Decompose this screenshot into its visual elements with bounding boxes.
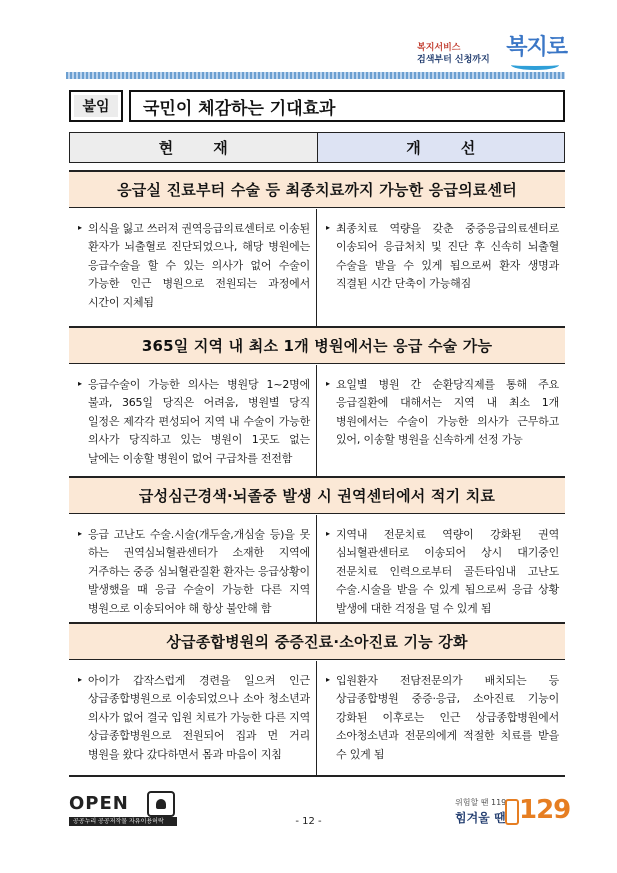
phone-icon — [505, 799, 519, 825]
logo-swoosh-icon — [511, 60, 559, 70]
attribution-person-icon — [147, 791, 175, 817]
hotline-label: 힘겨울 땐 — [455, 811, 506, 825]
section-header — [69, 90, 565, 122]
cell-improved — [317, 661, 565, 775]
current-text: 의식을 잃고 쓰러져 권역응급의료센터로 이송된 환자가 뇌출혈로 진단되었으나, 해당 병원에는 응급수술을 할 수 있는 의사가 없어 수술이 가능한 인근 병원으로 전원되는 과정에서 시간이 지체됨 — [88, 222, 310, 309]
improved-text: 입원환자 전담전문의가 배치되는 등 상급종합병원 중증·응급, 소아진료 기능이 강화된 이후로는 인근 상급종합병원에서 소아청소년과 전문의에게 적절한 치료를 받을 수 있게 됨 — [336, 674, 559, 761]
open-license-caption: 공공누리 공공저작물 자유이용허락 — [69, 817, 177, 826]
cell-improved — [317, 209, 565, 326]
table-row — [69, 209, 565, 326]
page-number: - 12 - — [295, 816, 322, 827]
bullet-icon: ▸ — [78, 675, 83, 684]
hotline-129-logo — [455, 795, 570, 835]
bokjiro-logo — [407, 30, 567, 72]
cell-current — [69, 209, 317, 326]
attachment-tag — [69, 90, 123, 122]
bullet-icon: ▸ — [326, 379, 331, 388]
current-text: 응급 고난도 수술.시술(개두술,개심술 등)을 못 하는 권역심뇌혈관센터가 소재한 지역에 거주하는 중증 심뇌혈관질환 환자는 응급상황이 발생했을 때 응급 수술이 가능한 다른 지역 병원으로 이송되어야 해 항상 불안해 함 — [88, 528, 310, 615]
improved-text: 지역내 전문치료 역량이 강화된 권역 심뇌혈관센터로 이송되어 상시 대기중인 전문치료 인력으로부터 골든타임내 고난도 수술.시술을 받을 수 있게 됨으로써 응급 상황 발생에 대한 걱정을 덜 수 있게 됨 — [336, 528, 559, 615]
hotline-number: 129 — [519, 795, 571, 825]
current-text: 아이가 갑작스럽게 경련을 일으켜 인근 상급종합병원으로 이송되었으나 소아 청소년과 의사가 없어 결국 입원 치료가 가능한 다른 지역 상급종합병원으로 전원되어 집과 먼 거리 병원을 왔다 갔다하면서 몸과 마음이 지침 — [88, 674, 310, 761]
improved-text: 최종치료 역량을 갖춘 중증응급의료센터로 이송되어 응급처치 및 진단 후 신속히 뇌출혈 수술을 받을 수 있게 됨으로써 환자 생명과 직결된 시간 단축이 가능해짐 — [336, 222, 559, 291]
bullet-icon: ▸ — [78, 223, 83, 232]
cell-current — [69, 365, 317, 476]
bullet-icon: ▸ — [326, 223, 331, 232]
improved-text: 요일별 병원 간 순환당직제를 통해 주요 응급질환에 대해서는 지역 내 최소 1개 병원에서는 수술이 가능한 의사가 근무하고 있어, 이송할 병원을 신속하게 선정 가능 — [336, 378, 559, 447]
bullet-icon: ▸ — [78, 529, 83, 538]
column-headers — [69, 132, 565, 163]
row-title: 급성심근경색·뇌졸중 발생 시 권역센터에서 적기 치료 — [69, 476, 565, 514]
table-bottom-border — [69, 775, 565, 777]
cell-current — [69, 515, 317, 626]
logo-slogan-line2: 검색부터 신청까지 — [417, 55, 490, 65]
cell-improved — [317, 515, 565, 626]
logo-slogan-line1: 복지서비스 — [417, 43, 461, 53]
row-title: 응급실 진료부터 수술 등 최종치료까지 가능한 응급의료센터 — [69, 170, 565, 208]
cell-current — [69, 661, 317, 775]
table-row — [69, 515, 565, 626]
current-text: 응급수술이 가능한 의사는 병원당 1~2명에 불과, 365일 당직은 어려움, 병원별 당직 일정은 제각각 편성되어 지역 내 수술이 가능한 의사가 당직하고 있는 병원이 1곳도 없는 날에는 이송할 병원이 없어 구급차를 전전함 — [88, 378, 310, 465]
bullet-icon: ▸ — [326, 529, 331, 538]
column-header-current: 현재 — [70, 133, 318, 162]
cell-improved — [317, 365, 565, 476]
row-title: 상급종합병원의 중증진료·소아진료 기능 강화 — [69, 622, 565, 660]
attachment-tag-label: 붙임 — [74, 95, 118, 117]
bullet-icon: ▸ — [326, 675, 331, 684]
row-title: 365일 지역 내 최소 1개 병원에서는 응급 수술 가능 — [69, 326, 565, 364]
hotline-small-text: 위험할 땐 119 — [455, 798, 507, 807]
header-divider-bar — [66, 72, 565, 79]
open-label: OPEN — [69, 793, 129, 814]
bullet-icon: ▸ — [78, 379, 83, 388]
section-title: 국민이 체감하는 기대효과 — [129, 90, 565, 122]
column-header-improved: 개선 — [318, 133, 565, 162]
table-row — [69, 365, 565, 476]
logo-mark: 복지로 — [506, 35, 567, 60]
table-row — [69, 661, 565, 775]
